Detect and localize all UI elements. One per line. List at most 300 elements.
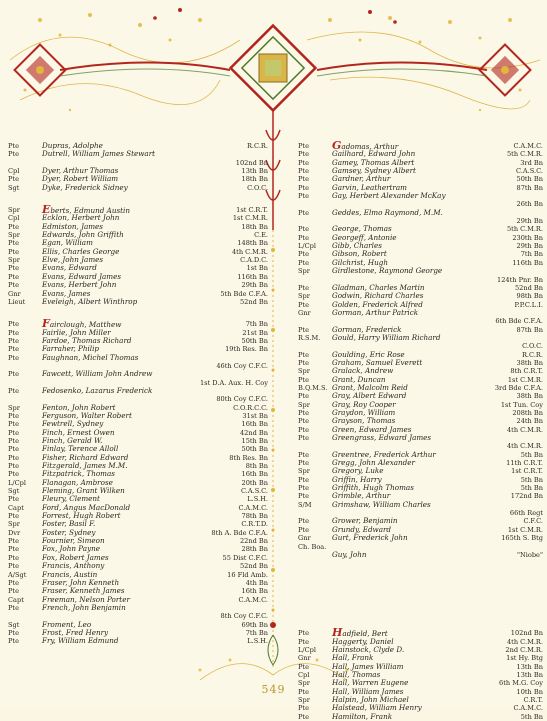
entry-rank: Pte bbox=[298, 325, 309, 334]
entry-rank: Pte bbox=[298, 183, 309, 192]
entry-unit: 230th Bn bbox=[512, 233, 543, 242]
roll-entry bbox=[8, 387, 268, 395]
entry-rank: Sgt bbox=[8, 620, 20, 629]
entry-unit: 38th Bn bbox=[516, 358, 543, 367]
entry-rank: Spr bbox=[8, 206, 20, 215]
roll-entry bbox=[298, 551, 543, 559]
entry-unit: 1st C.R.T. bbox=[236, 206, 268, 215]
entry-name: Grimshaw, William Charles bbox=[332, 499, 431, 509]
entry-unit: 18th Bn bbox=[241, 175, 268, 184]
entry-unit: 1st C.M.R. bbox=[507, 375, 543, 384]
entry-rank: Pte bbox=[298, 392, 309, 401]
entry-name: Gamsey, Sydney Albert bbox=[332, 166, 416, 176]
entry-name: Flanagan, Ambrose bbox=[42, 477, 113, 487]
entry-rank: Pte bbox=[298, 475, 309, 484]
entry-rank: Pte bbox=[298, 525, 309, 534]
entry-name: Gurt, Frederick John bbox=[332, 533, 408, 543]
entry-name: Fenton, John Robert bbox=[42, 402, 116, 412]
illuminated-initial: G bbox=[332, 139, 342, 152]
section-gap bbox=[298, 573, 543, 587]
entry-unit: L.S.H. bbox=[247, 495, 268, 504]
entry-unit: 1st C.M.R. bbox=[232, 214, 268, 223]
entry-name: Grimble, Arthur bbox=[332, 491, 391, 501]
roll-entry bbox=[8, 150, 268, 158]
entry-rank: Pte bbox=[298, 158, 309, 167]
entry-rank: Pte bbox=[298, 175, 309, 184]
entry-name: Edwards, John Griffith bbox=[42, 230, 124, 240]
entry-name: Godwin, Richard Charles bbox=[332, 291, 424, 301]
entry-rank: Pte bbox=[298, 358, 309, 367]
entry-rank: Pte bbox=[8, 603, 19, 612]
roll-entry bbox=[298, 309, 543, 317]
illuminated-initial: F bbox=[42, 317, 50, 331]
left-roll-column bbox=[8, 142, 268, 646]
entry-name: Halstead, William Henry bbox=[332, 703, 422, 713]
entry-unit: 52nd Bn bbox=[239, 297, 268, 306]
entry-rank: Pte bbox=[8, 264, 19, 273]
entry-unit: 52nd Bn bbox=[239, 562, 268, 571]
entry-name: Ford, Angus MacDonald bbox=[42, 502, 131, 512]
entry-unit: 87th Bn bbox=[516, 183, 543, 192]
page-number: 549 bbox=[261, 683, 286, 696]
entry-name: Dyer, Arthur Thomas bbox=[42, 166, 119, 176]
entry-rank: Pte bbox=[8, 537, 19, 546]
entry-name: Gadomas, Arthur bbox=[332, 139, 399, 152]
entry-rank: Gnr bbox=[298, 534, 311, 543]
roll-entry bbox=[298, 334, 543, 342]
entry-unit: 4th C.M.R. bbox=[231, 247, 268, 256]
entry-unit: 4th C.M.R. bbox=[506, 425, 543, 434]
entry-rank: Pte bbox=[298, 409, 309, 417]
entry-rank: Pte bbox=[8, 328, 19, 337]
entry-name: Haggerty, Daniel bbox=[332, 636, 394, 646]
entry-unit: C.A.S.C. bbox=[240, 487, 268, 496]
entry-rank: Pte bbox=[298, 225, 309, 234]
entry-unit: C.A.S.C. bbox=[515, 167, 543, 176]
entry-name: Guy, John bbox=[332, 549, 367, 559]
entry-name: Evans, Herbert John bbox=[42, 280, 117, 290]
entry-unit: 29th Bn bbox=[241, 281, 268, 290]
entry-rank: Cpl bbox=[8, 167, 20, 176]
entry-rank: Spr bbox=[298, 679, 310, 688]
entry-unit: "Niobe" bbox=[516, 550, 543, 559]
entry-unit: 4th C.M.R. bbox=[506, 637, 543, 646]
entry-name: Gralack, Andrew bbox=[332, 366, 394, 376]
entry-unit: 50th Bn bbox=[241, 445, 268, 454]
entry-name: Greengrass, Edward James bbox=[332, 433, 432, 443]
entry-name: Garvin, Leathertram bbox=[332, 182, 407, 192]
entry-name: Fraser, Kenneth James bbox=[42, 586, 125, 596]
entry-rank: Pte bbox=[298, 208, 309, 217]
entry-name: Fox, John Payne bbox=[42, 544, 101, 554]
entry-unit: 16th Bn bbox=[241, 470, 268, 479]
entry-unit: 124th Pnr. Bn bbox=[497, 275, 543, 284]
entry-unit: 3rd Bn bbox=[520, 158, 543, 167]
section-gap bbox=[298, 559, 543, 573]
entry-rank: Pte bbox=[8, 239, 19, 248]
roll-entry bbox=[8, 637, 268, 645]
entry-unit: 1st Bn bbox=[246, 264, 268, 273]
entry-name: Gregg, John Alexander bbox=[332, 458, 415, 468]
entry-rank: Pte bbox=[8, 336, 19, 345]
entry-unit: C.A.M.C. bbox=[238, 595, 268, 604]
entry-name: Frost, Fred Henry bbox=[42, 627, 109, 637]
entry-name: Hadfield, Bert bbox=[332, 626, 388, 640]
entry-rank: Pte bbox=[8, 370, 19, 379]
entry-unit: 55 Dist C.F.C. bbox=[222, 553, 268, 562]
entry-rank: Cpl bbox=[298, 670, 310, 679]
entry-name: Gray, Roy Cooper bbox=[332, 399, 396, 409]
roll-entry bbox=[298, 704, 543, 712]
roll-entry bbox=[298, 209, 543, 217]
roll-entry bbox=[8, 184, 268, 192]
entry-name: Fedosenko, Lazarus Frederick bbox=[42, 385, 153, 395]
entry-rank: Pte bbox=[8, 428, 19, 437]
entry-rank: Pte bbox=[8, 553, 19, 562]
entry-unit: 1st Tun. Coy bbox=[500, 400, 543, 409]
entry-rank: Spr bbox=[8, 520, 20, 529]
entry-rank: Sgt bbox=[8, 487, 20, 496]
entry-unit: C.F.C. bbox=[523, 517, 543, 526]
entry-rank: Cpl bbox=[8, 214, 20, 223]
entry-name: Fleury, Clement bbox=[42, 494, 100, 504]
entry-rank: Pte bbox=[8, 587, 19, 596]
entry-rank: Pte bbox=[298, 459, 309, 468]
entry-rank: Pte bbox=[8, 545, 19, 554]
entry-rank: Pte bbox=[298, 712, 309, 721]
entry-rank: Pte bbox=[298, 450, 309, 459]
entry-rank: Pte bbox=[8, 637, 19, 646]
roll-entry bbox=[8, 298, 268, 306]
entry-unit: 2nd C.M.R. bbox=[505, 645, 543, 654]
entry-name: Dyer, Robert William bbox=[42, 174, 119, 184]
entry-name: Georgeff, Antonie bbox=[332, 232, 397, 242]
entry-rank: Spr bbox=[298, 467, 310, 476]
entry-name: Ferguson, Walter Robert bbox=[42, 410, 132, 420]
entry-rank: Pte bbox=[298, 425, 309, 434]
entry-unit: 172nd Bn bbox=[510, 492, 543, 501]
entry-name: Fleming, Grant Wilken bbox=[42, 486, 125, 496]
entry-unit: 31st Bn bbox=[242, 411, 268, 420]
entry-unit: C.E. bbox=[254, 231, 268, 240]
entry-rank: R.S.M. bbox=[298, 333, 321, 342]
roll-entry bbox=[8, 354, 268, 362]
entry-name: Eberts, Edmund Austin bbox=[42, 203, 130, 217]
entry-rank: Pte bbox=[8, 453, 19, 462]
entry-name: Dupras, Adolphe bbox=[42, 141, 103, 150]
entry-name: Gray, Albert Edward bbox=[332, 391, 407, 401]
entry-rank: L/Cpl bbox=[298, 242, 316, 251]
entry-rank: Pte bbox=[8, 247, 19, 256]
entry-rank: Pte bbox=[8, 495, 19, 504]
entry-rank: Gnr bbox=[8, 289, 21, 298]
entry-unit: 4th C.M.R. bbox=[506, 442, 543, 451]
entry-rank: Pte bbox=[298, 167, 309, 176]
entry-name: Fairlie, John Miller bbox=[42, 327, 111, 337]
illuminated-initial: E bbox=[42, 203, 51, 217]
entry-unit: 50th Bn bbox=[516, 175, 543, 184]
entry-unit: C.R.T.D. bbox=[241, 520, 268, 529]
entry-unit: 19th Res. Bn bbox=[225, 345, 268, 354]
entry-name: George, Thomas bbox=[332, 224, 392, 234]
entry-name: Gilchrist, Hugh bbox=[332, 257, 389, 267]
entry-rank: Lieut bbox=[8, 297, 26, 306]
entry-unit: P.P.C.L.I. bbox=[514, 300, 543, 309]
entry-name: Green, Edward James bbox=[332, 424, 412, 434]
entry-unit: 52nd Bn bbox=[514, 283, 543, 292]
entry-name: Hainstock, Clyde D. bbox=[332, 644, 405, 654]
entry-unit: 69th Bn bbox=[241, 620, 268, 629]
roll-entry bbox=[298, 713, 543, 721]
entry-unit: 11th C.R.T. bbox=[506, 459, 543, 468]
entry-name: Gibson, Robert bbox=[332, 249, 387, 259]
entry-rank: Pte bbox=[298, 192, 309, 201]
entry-rank: Pte bbox=[298, 492, 309, 501]
entry-rank: Pte bbox=[298, 258, 309, 267]
entry-rank: Pte bbox=[8, 562, 19, 571]
entry-unit: 3rd Bde C.F.A. bbox=[494, 383, 543, 392]
entry-unit: 116th Bn bbox=[237, 272, 268, 281]
entry-rank: Pte bbox=[8, 445, 19, 454]
entry-unit: 28th Bn bbox=[241, 545, 268, 554]
entry-name: Gladman, Charles Martin bbox=[332, 282, 425, 292]
entry-unit: 7th Bn bbox=[520, 250, 543, 259]
entry-unit: 29th Bn bbox=[516, 217, 543, 226]
entry-rank: Pte bbox=[8, 353, 19, 362]
entry-rank: Pte bbox=[8, 142, 19, 150]
entry-name: Gregory, Luke bbox=[332, 466, 384, 476]
entry-unit: C.A.M.C. bbox=[513, 142, 543, 150]
entry-name: Hall, Warren Eugene bbox=[332, 678, 409, 688]
entry-unit: 15th Bn bbox=[241, 437, 268, 445]
entry-name: Fisher, Richard Edward bbox=[42, 452, 129, 462]
entry-rank: Spr bbox=[298, 292, 310, 301]
illuminated-initial: H bbox=[332, 626, 343, 640]
entry-name: Foster, Basil F. bbox=[42, 519, 96, 529]
entry-rank: Pte bbox=[298, 484, 309, 493]
entry-unit: 38th Bn bbox=[516, 392, 543, 401]
entry-rank: Pte bbox=[298, 417, 309, 426]
entry-rank: L/Cpl bbox=[298, 645, 316, 654]
section-gap bbox=[298, 601, 543, 615]
entry-name: Faughnan, Michel Thomas bbox=[42, 352, 139, 362]
entry-name: Geddes, Elmo Raymond, M.M. bbox=[332, 207, 443, 217]
entry-name: Finlay, Terence Alloll bbox=[42, 444, 119, 454]
entry-name: Hamilton, Frank bbox=[332, 711, 393, 721]
entry-rank: Pte bbox=[298, 637, 309, 646]
entry-name: Dyke, Frederick Sidney bbox=[42, 182, 128, 192]
entry-rank: Pte bbox=[8, 281, 19, 290]
entry-unit: 5th Bn bbox=[520, 475, 543, 484]
entry-unit: C.R.T. bbox=[523, 695, 543, 704]
entry-name: Evans, James bbox=[42, 288, 91, 298]
entry-rank: Ch. Boa. bbox=[298, 542, 327, 551]
entry-unit: L.S.H. bbox=[247, 637, 268, 646]
entry-rank: Pte bbox=[298, 150, 309, 159]
entry-unit: C.A.M.C. bbox=[238, 503, 268, 512]
entry-unit: 13th Bn bbox=[516, 670, 543, 679]
entry-name: Forrest, Hugh Robert bbox=[42, 511, 121, 521]
entry-name: French, John Benjamin bbox=[42, 602, 126, 612]
entry-name: Finch, Ernest Owen bbox=[42, 427, 115, 437]
entry-unit: 13th Bn bbox=[241, 167, 268, 176]
entry-name: Freeman, Nelson Porter bbox=[42, 594, 130, 604]
entry-rank: Pte bbox=[298, 629, 309, 638]
entry-unit: 8th Res. Bn bbox=[229, 453, 268, 462]
entry-name: Gay, Herbert Alexander McKay bbox=[332, 191, 446, 201]
entry-name: Griffin, Harry bbox=[332, 474, 382, 484]
entry-rank: Pte bbox=[298, 704, 309, 713]
entry-rank: Pte bbox=[8, 470, 19, 479]
roll-entry bbox=[298, 267, 543, 275]
entry-rank: Pte bbox=[8, 420, 19, 429]
entry-unit: 165th S. Btg bbox=[501, 534, 543, 543]
entry-name: Eveleigh, Albert Winthrop bbox=[42, 296, 138, 306]
entry-unit: 7th Bn bbox=[245, 320, 268, 329]
roll-entry bbox=[298, 192, 543, 200]
entry-name: Hall, Frank bbox=[332, 653, 374, 663]
entry-unit: 1st C.R.T. bbox=[511, 467, 543, 476]
entry-name: Gibb, Charles bbox=[332, 241, 382, 251]
entry-unit: 8th C.R.T. bbox=[510, 367, 543, 376]
entry-unit: 8th A. Bde C.F.A. bbox=[211, 528, 268, 537]
entry-rank: Dvr bbox=[8, 528, 21, 537]
entry-unit: 6th M.G. Coy bbox=[499, 679, 543, 688]
entry-rank: A/Sgt bbox=[8, 570, 27, 579]
entry-name: Graham, Samuel Everett bbox=[332, 357, 423, 367]
entry-name: Hall, Thomas bbox=[332, 669, 381, 679]
entry-name: Girdlestone, Raymond George bbox=[332, 266, 443, 276]
entry-name: Fewtrell, Sydney bbox=[42, 419, 104, 429]
entry-unit: 5th Bn bbox=[520, 712, 543, 721]
entry-unit: 42nd Bn bbox=[239, 428, 268, 437]
entry-rank: Spr bbox=[298, 367, 310, 376]
entry-name: Greentree, Frederick Arthur bbox=[332, 449, 436, 459]
entry-rank: Pte bbox=[8, 578, 19, 587]
right-roll-column bbox=[298, 139, 543, 721]
entry-rank: Pte bbox=[8, 386, 19, 395]
entry-unit: 116th Bn bbox=[512, 258, 543, 267]
entry-rank: Pte bbox=[298, 283, 309, 292]
entry-name: Egan, William bbox=[42, 238, 93, 248]
entry-unit: 66th Regt bbox=[509, 509, 543, 518]
entry-unit: 8th Coy C.F.C. bbox=[220, 612, 268, 621]
roll-entry bbox=[298, 501, 543, 509]
entry-rank: Pte bbox=[8, 222, 19, 231]
entry-unit: 13th Bn bbox=[516, 662, 543, 671]
entry-unit: 20th Bn bbox=[241, 478, 268, 487]
entry-unit: 5th Bn bbox=[520, 450, 543, 459]
roll-entry bbox=[298, 434, 543, 442]
entry-rank: Spr bbox=[8, 256, 20, 265]
entry-name: Grayson, Thomas bbox=[332, 416, 396, 426]
entry-name: Griffith, Hugh Thomas bbox=[332, 483, 414, 493]
entry-rank: Pte bbox=[8, 272, 19, 281]
entry-name: Fitzpatrick, Thomas bbox=[42, 469, 115, 479]
entry-unit: 208th Bn bbox=[512, 409, 543, 417]
entry-unit: R.C.R. bbox=[521, 350, 543, 359]
roll-entry bbox=[8, 604, 268, 612]
entry-name: Farraher, Philip bbox=[42, 344, 99, 354]
entry-unit: 98th Bn bbox=[516, 292, 543, 301]
entry-unit: 16th Bn bbox=[241, 420, 268, 429]
entry-unit: 5th C.M.R. bbox=[506, 225, 543, 234]
entry-rank: Sgt bbox=[8, 183, 20, 192]
entry-unit: 102nd Bn bbox=[235, 158, 268, 167]
entry-unit: C.A.M.C. bbox=[513, 704, 543, 713]
entry-name: Hall, William James bbox=[332, 686, 404, 696]
entry-unit: 6th Bde C.F.A. bbox=[495, 317, 543, 326]
entry-rank: Pte bbox=[298, 350, 309, 359]
entry-name: Fournier, Simeon bbox=[42, 536, 105, 546]
entry-rank: Pte bbox=[8, 150, 19, 159]
entry-name: Froment, Leo bbox=[42, 619, 92, 629]
entry-rank: Pte bbox=[298, 517, 309, 526]
entry-unit: 80th Coy C.F.C. bbox=[216, 395, 268, 404]
entry-name: Fox, Robert James bbox=[42, 552, 109, 562]
entry-rank: Pte bbox=[8, 512, 19, 521]
entry-name: Francis, Anthony bbox=[42, 561, 105, 571]
entry-rank: L/Cpl bbox=[8, 478, 26, 487]
section-gap bbox=[298, 587, 543, 601]
entry-name: Fairclough, Matthew bbox=[42, 317, 122, 331]
entry-unit: 29th Bn bbox=[516, 242, 543, 251]
entry-unit: 50th Bn bbox=[241, 336, 268, 345]
entry-unit: C.O.C. bbox=[247, 183, 268, 192]
entry-rank: Pte bbox=[298, 250, 309, 259]
entry-name: Ellis, Charles George bbox=[42, 246, 120, 256]
entry-name: Dutrell, William James Stewart bbox=[42, 149, 156, 159]
entry-name: Ecklon, Herbert John bbox=[42, 213, 120, 223]
entry-name: Gardner, Arthur bbox=[332, 174, 391, 184]
entry-rank: B.Q.M.S. bbox=[298, 383, 328, 392]
entry-name: Grower, Benjamin bbox=[332, 516, 398, 526]
entry-name: Fry, William Edmund bbox=[42, 636, 119, 646]
entry-name: Goulding, Eric Rose bbox=[332, 349, 405, 359]
entry-name: Evans, Edward James bbox=[42, 271, 122, 281]
entry-name: Gamey, Thomas Albert bbox=[332, 157, 415, 167]
entry-rank: S/M bbox=[298, 500, 312, 509]
entry-unit: 1st C.M.R. bbox=[507, 525, 543, 534]
entry-rank: Capt bbox=[8, 503, 24, 512]
entry-rank: Pte bbox=[298, 434, 309, 443]
entry-unit: 87th Bn bbox=[516, 325, 543, 334]
entry-unit: 46th Coy C.F.C. bbox=[216, 361, 268, 370]
entry-rank: Pte bbox=[8, 437, 19, 445]
entry-unit: 18th Bn bbox=[241, 222, 268, 231]
entry-name: Edmiston, James bbox=[42, 221, 103, 231]
entry-name: Fitzgerald, James M.M. bbox=[42, 461, 128, 471]
entry-unit: 5th Bde C.F.A. bbox=[220, 289, 268, 298]
entry-name: Grant, Malcolm Reid bbox=[332, 382, 408, 392]
entry-unit: 148th Bn bbox=[237, 239, 268, 248]
entry-unit: 22nd Bn bbox=[239, 537, 268, 546]
entry-rank: Spr bbox=[8, 403, 20, 412]
entry-name: Golden, Frederick Alfred bbox=[332, 299, 423, 309]
entry-unit: 1st Hy. Btg bbox=[506, 654, 543, 663]
entry-unit: C.O.R.C.C. bbox=[233, 403, 268, 412]
entry-name: Foster, Sydney bbox=[42, 527, 96, 537]
entry-unit: 10th Bn bbox=[516, 687, 543, 696]
entry-rank: Capt bbox=[8, 595, 24, 604]
entry-name: Grundy, Edward bbox=[332, 524, 392, 534]
entry-name: Grant, Duncan bbox=[332, 374, 386, 384]
entry-name: Fraser, John Kenneth bbox=[42, 577, 120, 587]
entry-rank: Pte bbox=[298, 300, 309, 309]
entry-name: Gorman, Arthur Patrick bbox=[332, 307, 419, 317]
entry-name: Francis, Austin bbox=[42, 569, 98, 579]
entry-unit: 4th Bn bbox=[245, 578, 268, 587]
